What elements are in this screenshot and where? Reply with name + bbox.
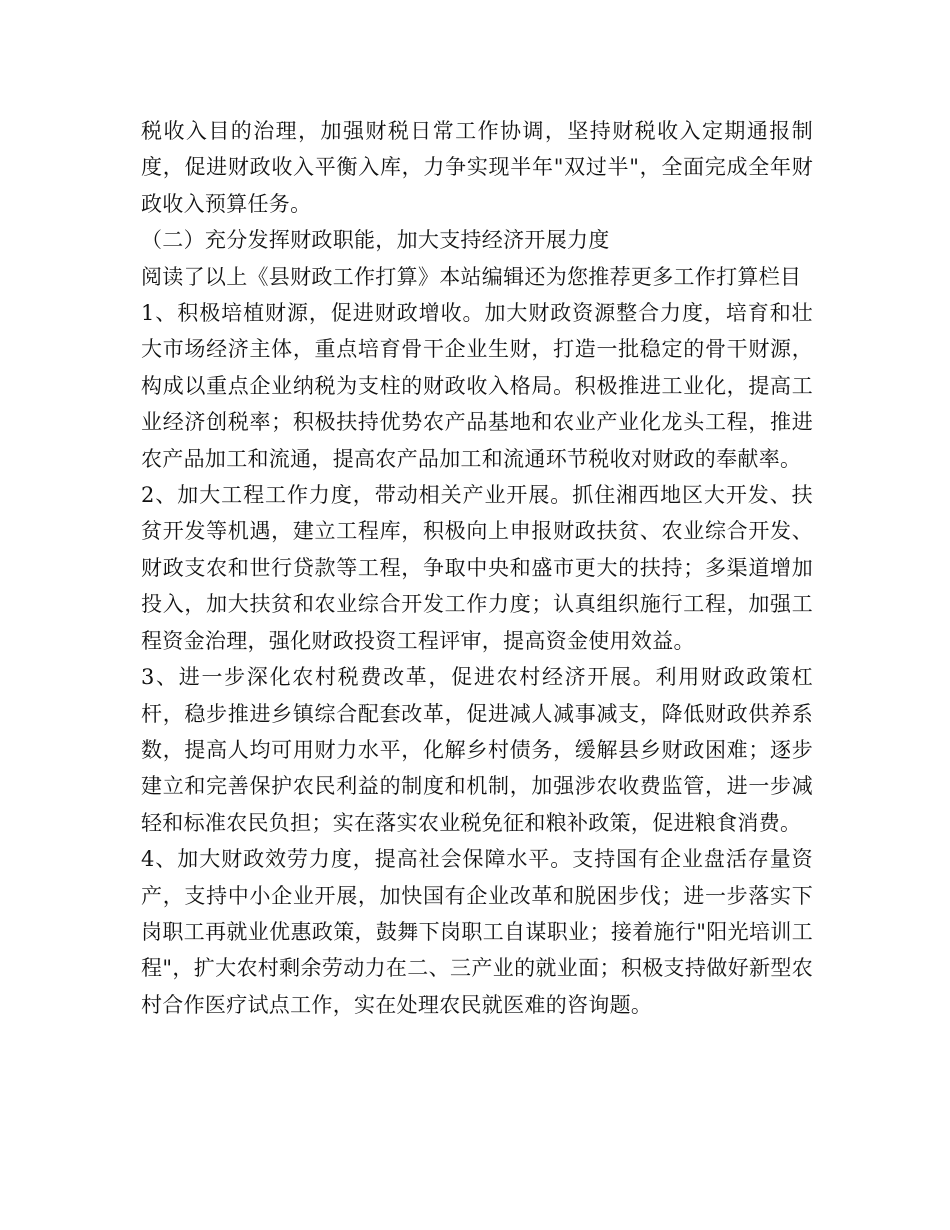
paragraph-item-3: 3、进一步深化农村税费改革，促进农村经济开展。利用财政政策杠杆，稳步推进乡镇综合配套改革，促进减人减事减支，降低财政供养系数，提高人均可用财力水平，化解乡村债务，缓解县乡财政困难；逐步建立和完善保护农民利益的制度和机制，加强涉农收费监管，进一步减轻和标准农民负担；实在落实农业税免征和粮补政策，促进粮食消费。 [141, 665, 813, 835]
body-text [141, 113, 813, 1023]
paragraph-item-1: 1、积极培植财源，促进财政增收。加大财政资源整合力度，培育和壮大市场经济主体，重点培育骨干企业生财，打造一批稳定的骨干财源，构成以重点企业纳税为支柱的财政收入格局。积极推进工业化，提高工业经济创税率；积极扶持优势农产品基地和农业产业化龙头工程，推进农产品加工和流通，提高农产品加工和流通环节税收对财政的奉献率。 [141, 301, 813, 471]
paragraph-tax-management: 税收入目的治理，加强财税日常工作协调，坚持财税收入定期通报制度，促进财政收入平衡入库，力争实现半年"双过半"，全面完成全年财政收入预算任务。 [141, 119, 813, 216]
section-heading: （二）充分发挥财政职能，加大支持经济开展力度 [141, 228, 610, 253]
paragraph-item-2: 2、加大工程工作力度，带动相关产业开展。抓住湘西地区大开发、扶贫开发等机遇，建立工程库，积极向上申报财政扶贫、农业综合开发、财政支农和世行贷款等工程，争取中央和盛市更大的扶持；多渠道增加投入，加大扶贫和农业综合开发工作力度；认真组织施行工程，加强工程资金治理，强化财政投资工程评审，提高资金使用效益。 [141, 483, 813, 653]
paragraph-recommendation: 阅读了以上《县财政工作打算》本站编辑还为您推荐更多工作打算栏目 [141, 264, 802, 289]
paragraph-item-4: 4、加大财政效劳力度，提高社会保障水平。支持国有企业盘活存量资产，支持中小企业开展，加快国有企业改革和脱困步伐；进一步落实下岗职工再就业优惠政策，鼓舞下岗职工自谋职业；接着施行"阳光培训工程"，扩大农村剩余劳动力在二、三产业的就业面；积极支持做好新型农村合作医疗试点工作，实在处理农民就医难的咨询题。 [141, 847, 813, 1017]
